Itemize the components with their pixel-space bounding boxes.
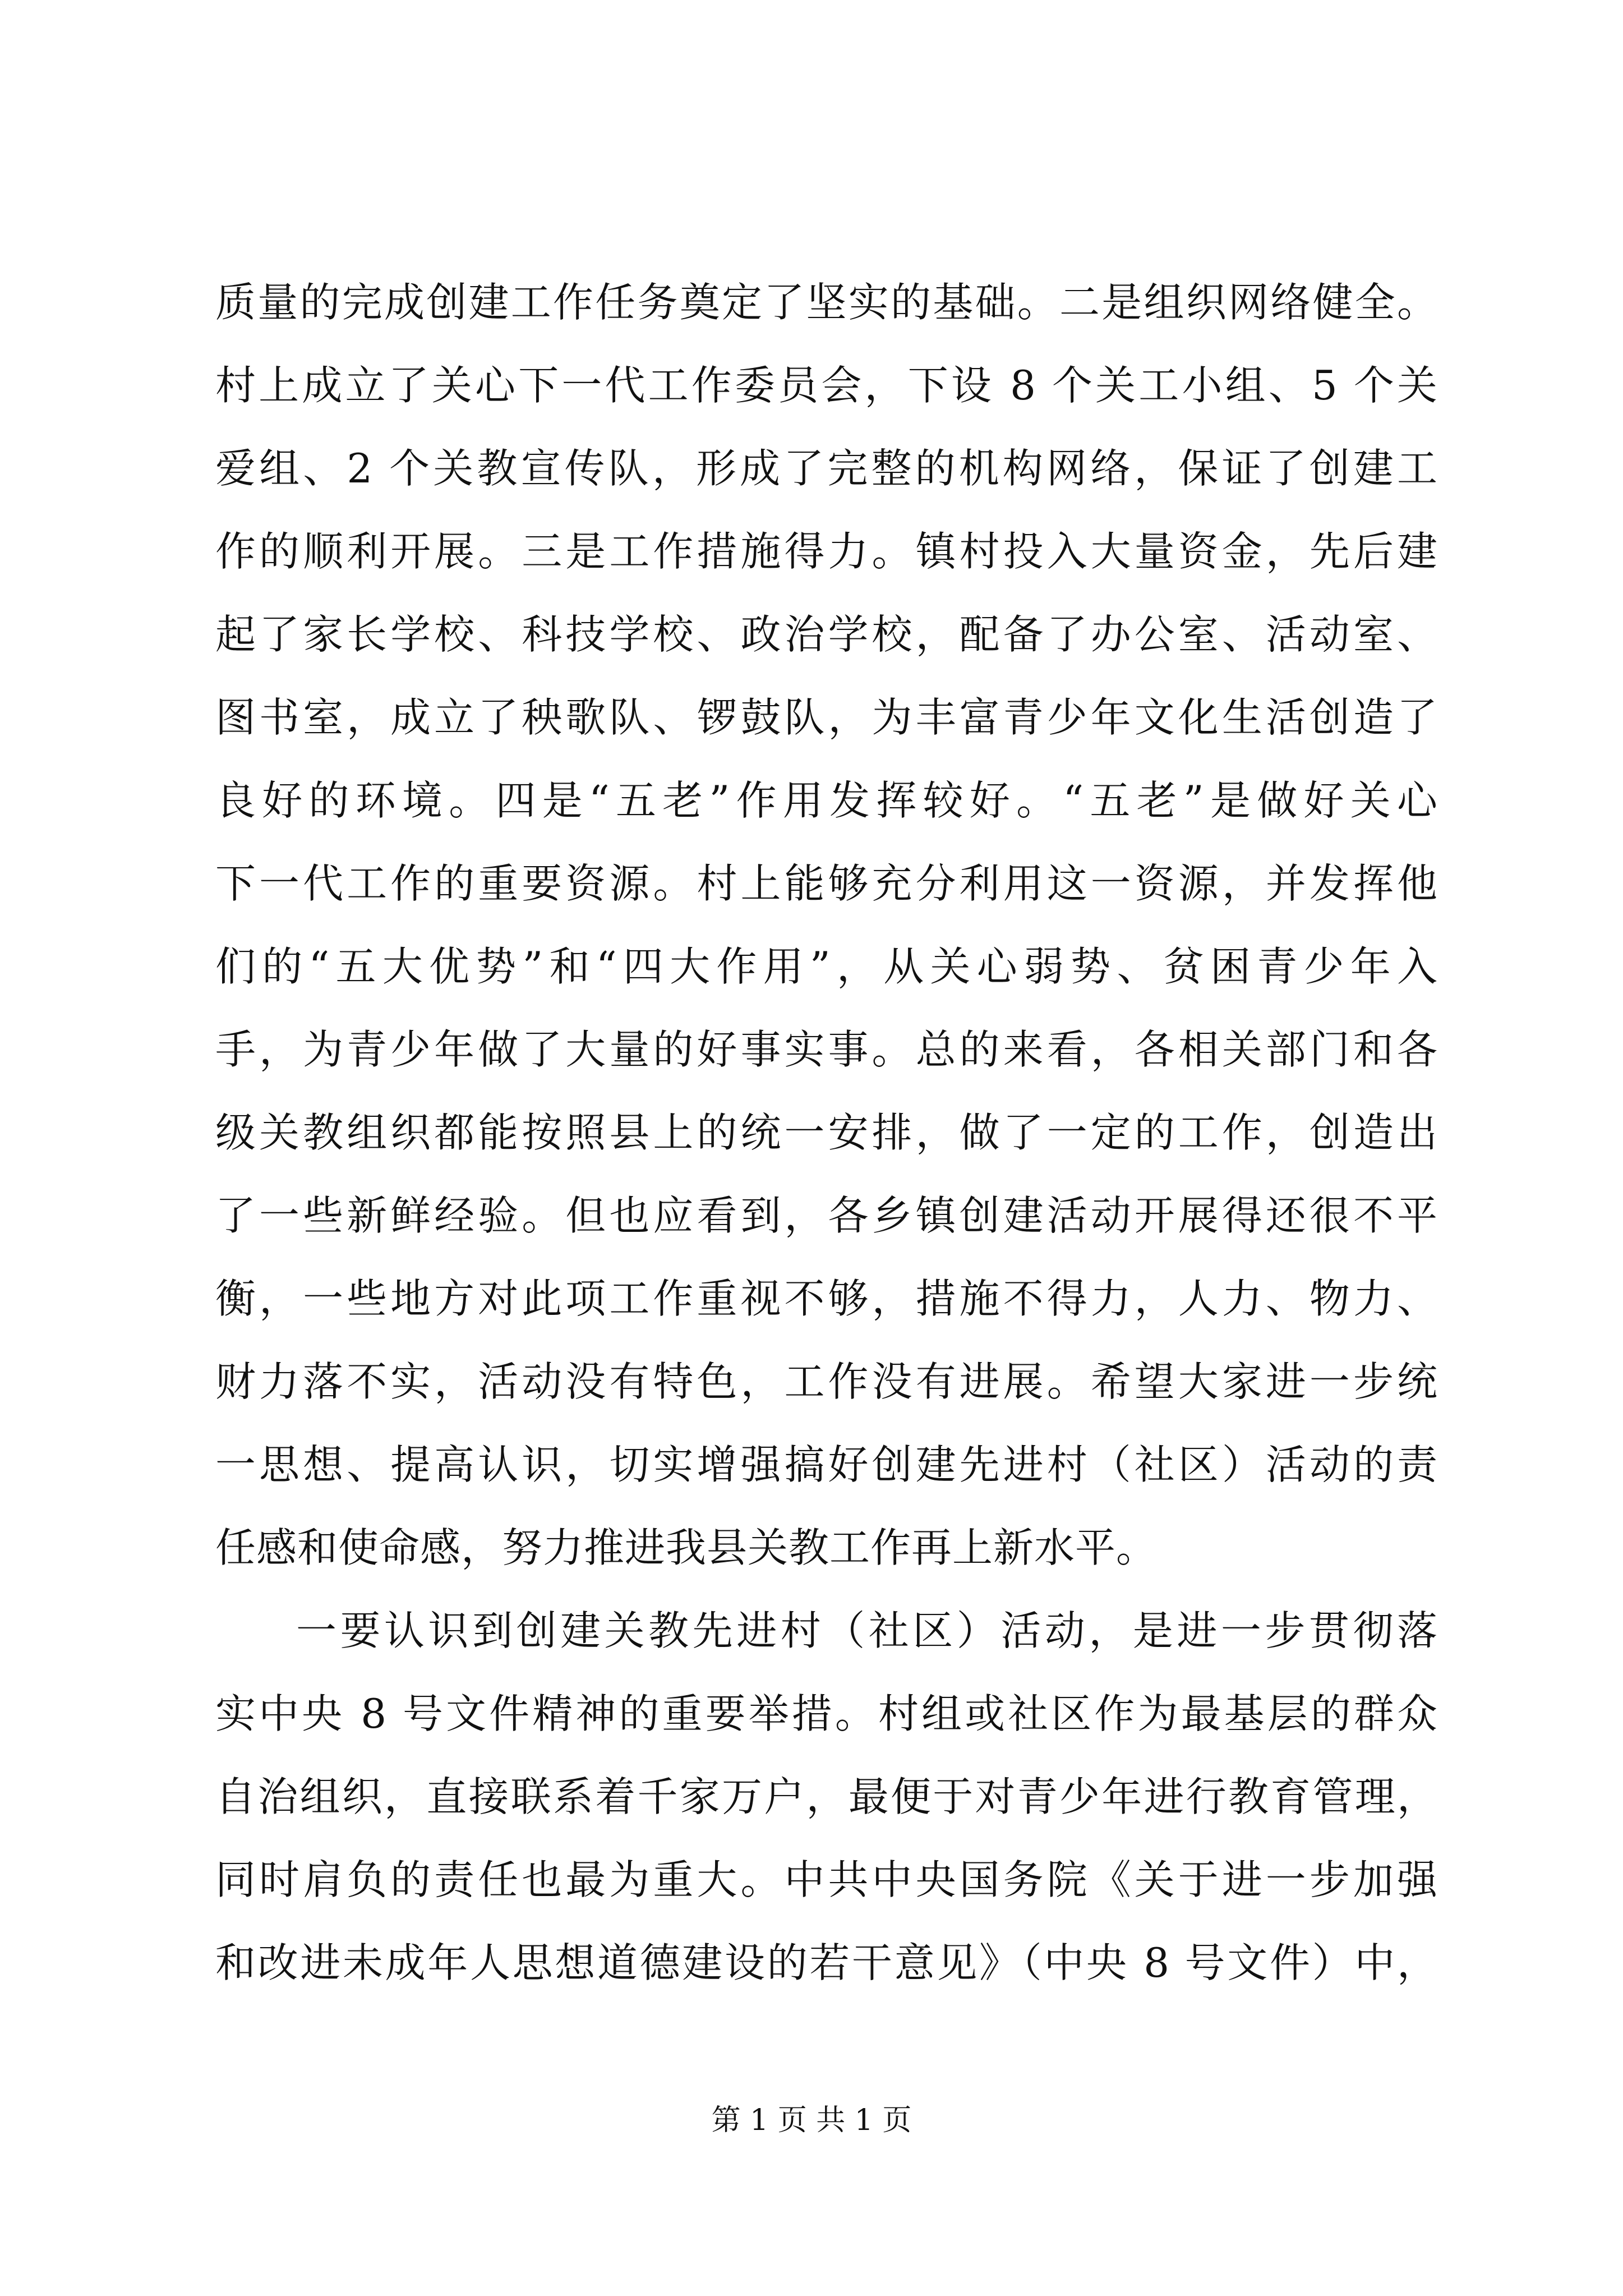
text-line: 质量的完成创建工作任务奠定了坚实的基础。二是组织网络健全。 [215, 279, 1438, 326]
text-line: 们的“五大优势”和“四大作用”，从关心弱势、贫困青少年入 [215, 943, 1438, 990]
text-line: 和改进未成年人思想道德建设的若干意见》（中央 8 号文件）中， [215, 1939, 1438, 1986]
text-line: 爱组、2 个关教宣传队，形成了完整的机构网络，保证了创建工 [215, 445, 1438, 492]
text-line: 作的顺利开展。三是工作措施得力。镇村投入大量资金，先后建 [215, 528, 1438, 575]
text-line: 良好的环境。四是“五老”作用发挥较好。“五老”是做好关心 [215, 777, 1438, 824]
text-line: 衡，一些地方对此项工作重视不够，措施不得力，人力、物力、 [215, 1275, 1438, 1322]
text-line: 财力落不实，活动没有特色，工作没有进展。希望大家进一步统 [215, 1358, 1438, 1405]
text-line: 村上成立了关心下一代工作委员会，下设 8 个关工小组、5 个关 [215, 362, 1438, 409]
text-line: 同时肩负的责任也最为重大。中共中央国务院《关于进一步加强 [215, 1856, 1438, 1903]
text-line: 了一些新鲜经验。但也应看到，各乡镇创建活动开展得还很不平 [215, 1192, 1438, 1239]
text-line: 一思想、提高认识，切实增强搞好创建先进村（社区）活动的责 [215, 1441, 1438, 1488]
text-line: 自治组织，直接联系着千家万户，最便于对青少年进行教育管理， [215, 1773, 1438, 1820]
paragraph-first-line: 一要认识到创建关教先进村（社区）活动，是进一步贯彻落 [296, 1607, 1438, 1654]
text-line: 手，为青少年做了大量的好事实事。总的来看，各相关部门和各 [215, 1026, 1438, 1073]
text-line: 下一代工作的重要资源。村上能够充分利用这一资源，并发挥他 [215, 860, 1438, 907]
text-line: 起了家长学校、科技学校、政治学校，配备了办公室、活动室、 [215, 611, 1438, 658]
text-line: 实中央 8 号文件精神的重要举措。村组或社区作为最基层的群众 [215, 1690, 1438, 1737]
page-number-label: 第 1 页 共 1 页 [711, 2104, 912, 2137]
paragraph-end-line: 任感和使命感，努力推进我县关教工作再上新水平。 [215, 1524, 1158, 1571]
body-text [215, 261, 1438, 2004]
text-line: 图书室，成立了秧歌队、锣鼓队，为丰富青少年文化生活创造了 [215, 694, 1438, 741]
text-line: 级关教组织都能按照县上的统一安排，做了一定的工作，创造出 [215, 1109, 1438, 1156]
page-footer [0, 2101, 1623, 2140]
